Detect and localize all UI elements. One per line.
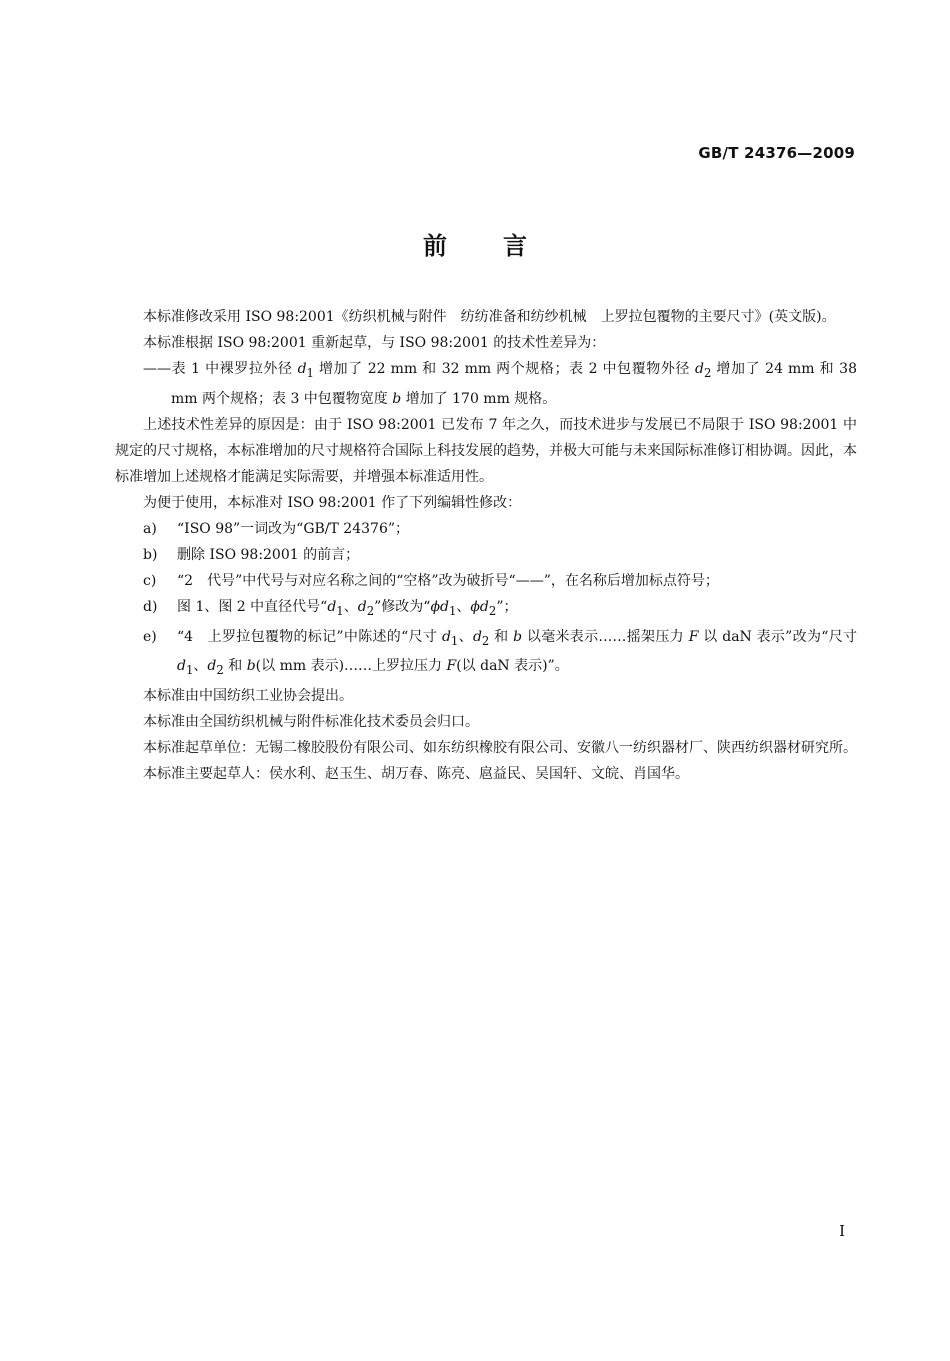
standard-number: GB/T 24376—2009 (698, 144, 855, 162)
paragraph-reasons: 上述技术性差异的原因是：由于 ISO 98:2001 已发布 7 年之久，而技术进步与发展已不局限于 ISO 98:2001 中规定的尺寸规格，本标准增加的尺寸规格符合国际上科技发展的趋势，并极大可能与未来国际标准修订相协调。因此，本标准增加上述规格才能满足实际需要，并增强本标准适用性。 (115, 416, 857, 485)
foreword-body (115, 304, 857, 787)
list-item-a (115, 516, 857, 542)
page-number: I (839, 1222, 845, 1240)
list-item-c (115, 568, 857, 594)
list-item-e (115, 624, 857, 684)
list-item-b (115, 542, 857, 568)
paragraph-differences-intro: 本标准根据 ISO 98:2001 重新起草，与 ISO 98:2001 的技术性差异为： (143, 335, 606, 351)
paragraph-adoption: 本标准修改采用 ISO 98:2001《纺织机械与附件 纺纺准备和纺纱机械 上罗拉包覆物的主要尺寸》(英文版)。 (143, 309, 836, 325)
list-text: “2 代号”中代号与对应名称之间的“空格”改为破折号“——”，在名称后增加标点符号； (177, 572, 719, 589)
paragraph-editorial-intro: 为便于使用，本标准对 ISO 98:2001 作了下列编辑性修改： (143, 494, 522, 511)
list-text: 删除 ISO 98:2001 的前言； (177, 546, 360, 563)
page-title: 前言 (423, 232, 583, 260)
list-text: “ISO 98”一词改为“GB/T 24376”； (177, 520, 410, 537)
list-text: 图 1、图 2 中直径代号“$d_1$、$d_2$”修改为“$\phi d_1$、$\phi d_2$”； (177, 598, 518, 618)
paragraph-drafters: 本标准主要起草人：侯水利、赵玉生、胡万春、陈亮、扈益民、吴国轩、文皖、肖国华。 (143, 766, 689, 783)
list-label: d) (143, 598, 158, 615)
list-label: a) (143, 520, 157, 537)
paragraph-proposer: 本标准由中国纺织工业协会提出。 (143, 688, 353, 705)
list-item-d (115, 594, 857, 624)
paragraph-drafting-units: 本标准起草单位：无锡二橡胶股份有限公司、如东纺织橡胶有限公司、安徽八一纺织器材厂、陕西纺织器材研究所。 (143, 740, 857, 757)
list-text: “4 上罗拉包覆物的标记”中陈述的“尺寸 $d_1$、$d_2$ 和 b 以毫米表示……摇架压力 F 以 daN 表示”改为“尺寸 $d_1$、$d_2$ 和 b(以 mm 表示)……上罗拉压力 F(以 daN 表示)”。 (177, 628, 858, 678)
list-label: e) (143, 628, 157, 645)
list-label: b) (143, 546, 158, 563)
list-label: c) (143, 572, 157, 589)
paragraph-committee: 本标准由全国纺织机械与附件标准化技术委员会归口。 (143, 714, 479, 731)
paragraph-technical-differences: ——表 1 中裸罗拉外径 $d_1$ 增加了 22 mm 和 32 mm 两个规格；表 2 中包覆物外径 $d_2$ 增加了 24 mm 和 38 mm 两个规格；表 3 中包覆物宽度 b 增加了 170 mm 规格。 (143, 361, 857, 407)
